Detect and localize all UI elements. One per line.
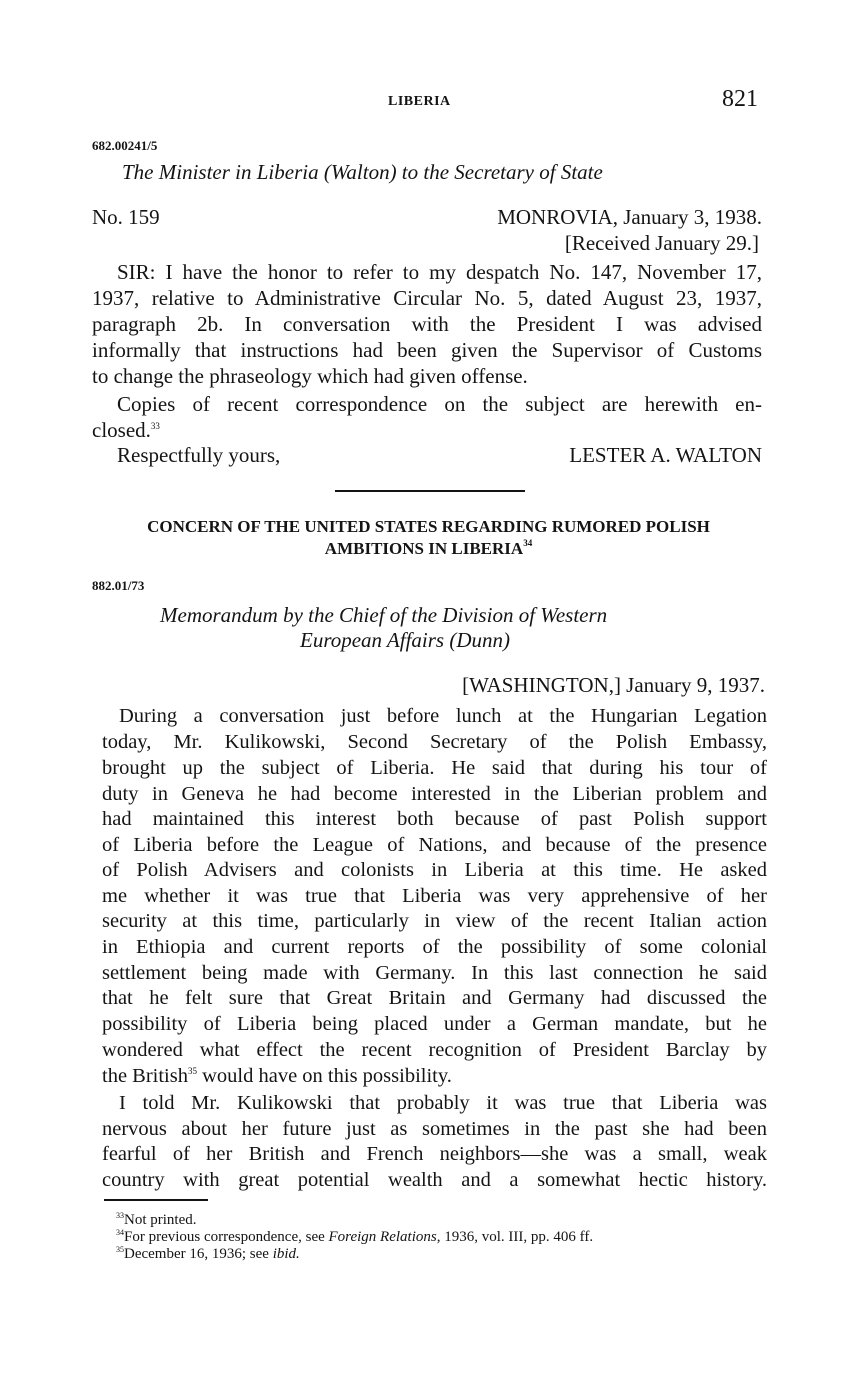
footnote-number: 34: [116, 1228, 124, 1237]
paragraph-line: of Liberia before the League of Nations, and because of the presence: [102, 834, 767, 856]
paragraph-line: [102, 1063, 767, 1089]
paragraph-line: brought up the subject of Liberia. He said that during his tour of: [102, 757, 767, 779]
section-heading-line: [92, 538, 765, 560]
body-line: SIR: I have the honor to refer to my despatch No. 147, November 17,: [117, 260, 762, 284]
footnote-citation: ibid.: [272, 1246, 300, 1262]
memorandum-heading: Memorandum by the Chief of the Division of Western: [160, 603, 608, 627]
file-number: 882.01/73: [92, 578, 145, 593]
paragraph-line: wondered what effect the recent recognition of President Barclay by: [102, 1039, 767, 1061]
section-heading-line: CONCERN OF THE UNITED STATES REGARDING RUMORED POLISH: [147, 517, 710, 536]
footnote: [116, 1229, 593, 1246]
footnote: [116, 1212, 197, 1229]
paragraph-text: would have on this possibility.: [196, 1065, 452, 1087]
body-line: to change the phraseology which had given offense.: [92, 364, 528, 388]
paragraph-line: settlement being made with Germany. In this last connection he said: [102, 962, 767, 984]
body-line: paragraph 2b. In conversation with the President I was advised: [92, 312, 762, 336]
memorandum-heading: European Affairs (Dunn): [300, 628, 510, 652]
paragraph-line: had maintained this interest both because of past Polish support: [102, 808, 767, 830]
footnote: [116, 1246, 300, 1263]
paragraph-line: of Polish Advisers and colonists in Liberia at this time. He asked: [102, 859, 767, 881]
footnote-text: , 1936, vol. III, pp. 406 ff.: [436, 1229, 594, 1245]
paragraph-line: possibility of Liberia being placed under a German mandate, but he: [102, 1013, 767, 1035]
paragraph-line: me whether it was true that Liberia was very apprehensive of her: [102, 885, 767, 907]
file-number: 682.00241/5: [92, 138, 158, 153]
paragraph-line: country with great potential wealth and a somewhat hectic history.: [102, 1169, 767, 1191]
body-line: informally that instructions had been given the Supervisor of Customs: [92, 338, 762, 362]
paragraph-line: duty in Geneva he had become interested in the Liberian problem and: [102, 783, 767, 805]
paragraph-text: the British: [102, 1065, 188, 1087]
document-heading: The Minister in Liberia (Walton) to the Secretary of State: [122, 160, 603, 184]
paragraph-line: fearful of her British and French neighbors—she was a small, weak: [102, 1143, 767, 1165]
paragraph-line: nervous about her future just as sometimes in the past she had been: [102, 1118, 767, 1140]
footnote-text: For previous correspondence, see: [124, 1229, 329, 1245]
footnote-citation: Foreign Relations: [328, 1229, 437, 1245]
footnote-ref: 35: [187, 1066, 197, 1076]
despatch-number: No. 159: [92, 205, 160, 229]
section-heading-text: AMBITIONS IN LIBERIA: [324, 539, 524, 558]
paragraph-line: security at this time, particularly in view of the recent Italian action: [102, 910, 767, 932]
paragraph-line: During a conversation just before lunch at the Hungarian Legation: [119, 705, 767, 727]
body-line: [92, 417, 762, 443]
body-line: Copies of recent correspondence on the subject are herewith en-: [117, 392, 762, 416]
received-date: [Received January 29.]: [564, 231, 759, 255]
dateline: MONROVIA, January 3, 1938.: [497, 205, 762, 229]
footnote-text: December 16, 1936; see: [124, 1246, 273, 1262]
closing: Respectfully yours,: [117, 443, 281, 467]
footnote-rule: [104, 1199, 208, 1201]
signature: LESTER A. WALTON: [569, 443, 762, 467]
paragraph-line: I told Mr. Kulikowski that probably it was true that Liberia was: [119, 1092, 767, 1114]
paragraph-line: today, Mr. Kulikowski, Second Secretary of the Polish Embassy,: [102, 731, 767, 753]
footnote-number: 35: [116, 1245, 124, 1254]
footnote-ref: 33: [150, 421, 160, 431]
paragraph-line: in Ethiopia and current reports of the possibility of some colonial: [102, 936, 767, 958]
memorandum-dateline: [WASHINGTON,] January 9, 1937.: [462, 673, 765, 697]
footnote-text: Not printed.: [124, 1212, 197, 1228]
footnote-number: 33: [116, 1211, 124, 1220]
section-divider: [335, 490, 525, 492]
running-title: LIBERIA: [388, 94, 451, 109]
page-number: 821: [722, 86, 758, 112]
footnote-ref: 34: [523, 538, 533, 548]
paragraph-line: that he felt sure that Great Britain and Germany had discussed the: [102, 987, 767, 1009]
body-text: closed.: [92, 418, 151, 442]
body-line: 1937, relative to Administrative Circular No. 5, dated August 23, 1937,: [92, 286, 762, 310]
